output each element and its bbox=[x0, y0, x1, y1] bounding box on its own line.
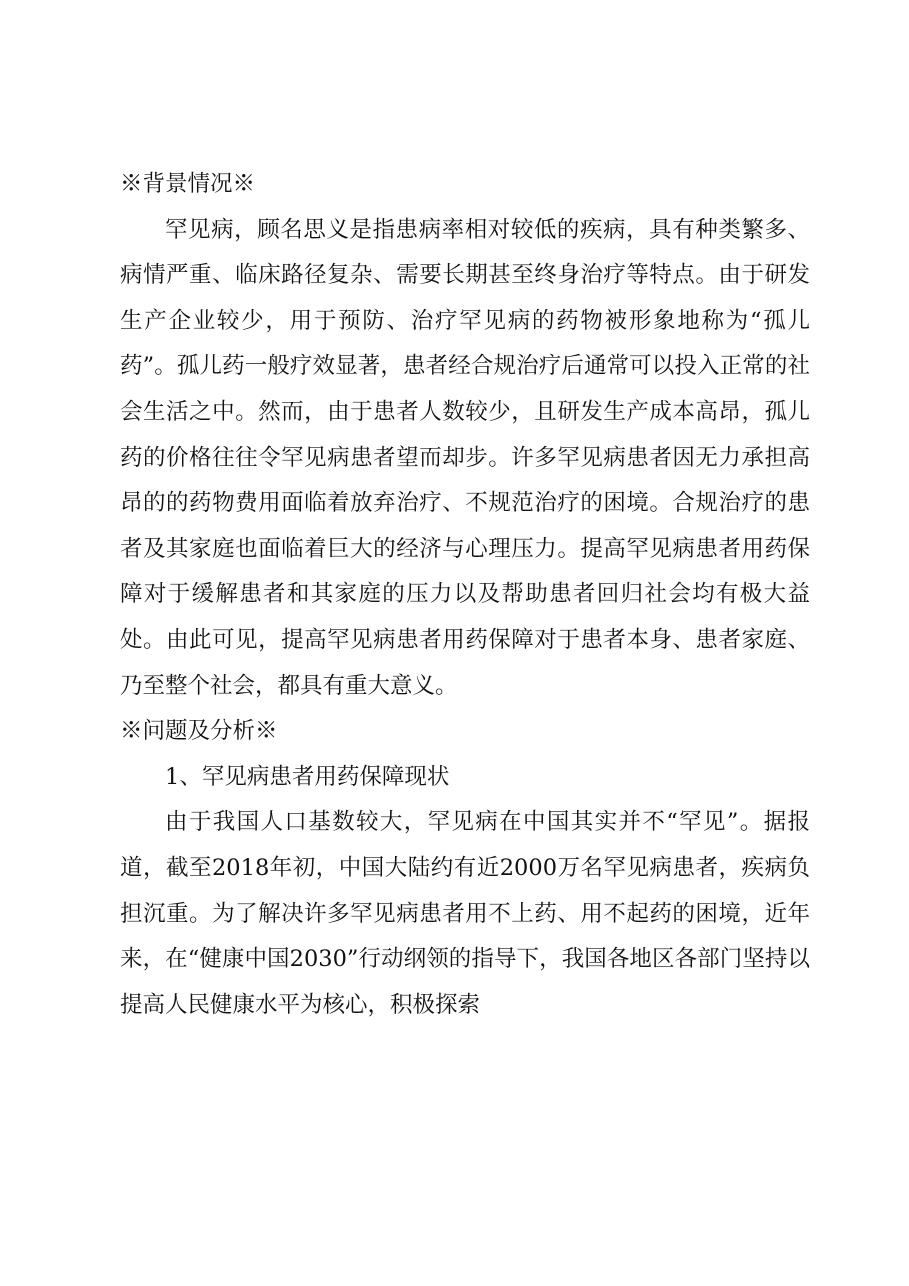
document-body bbox=[120, 162, 810, 1028]
analysis-heading: ※问题及分析※ bbox=[120, 718, 278, 745]
background-paragraph: 罕见病，顾名思义是指患病率相对较低的疾病，具有种类繁多、病情严重、临床路径复杂、需要长期甚至终身治疗等特点。由于研发生产企业较少，用于预防、治疗罕见病的药物被形象地称为“孤儿药”。孤儿药一般疗效显著，患者经合规治疗后通常可以投入正常的社会生活之中。然而，由于患者人数较少，且研发生产成本高昂，孤儿药的价格往往令罕见病患者望而却步。许多罕见病患者因无力承担高昂的的药物费用面临着放弃治疗、不规范治疗的困境。合规治疗的患者及其家庭也面临着巨大的经济与心理压力。提高罕见病患者用药保障对于缓解患者和其家庭的压力以及帮助患者回归社会均有极大益处。由此可见，提高罕见病患者用药保障对于患者本身、患者家庭、乃至整个社会，都具有重大意义。 bbox=[120, 216, 810, 699]
background-heading: ※背景情况※ bbox=[120, 171, 256, 197]
status-paragraph: 由于我国人口基数较大，罕见病在中国其实并不“罕见”。据报道，截至2018年初，中国大陆约有近2000万名罕见病患者，疾病负担沉重。为了解决许多罕见病患者用不上药、用不起药的困境，近年来，在“健康中国2030”行动纲领的指导下，我国各地区各部门坚持以提高人民健康水平为核心，积极探索 bbox=[120, 809, 810, 1018]
status-subheading: 1、罕见病患者用药保障现状 bbox=[165, 763, 450, 790]
